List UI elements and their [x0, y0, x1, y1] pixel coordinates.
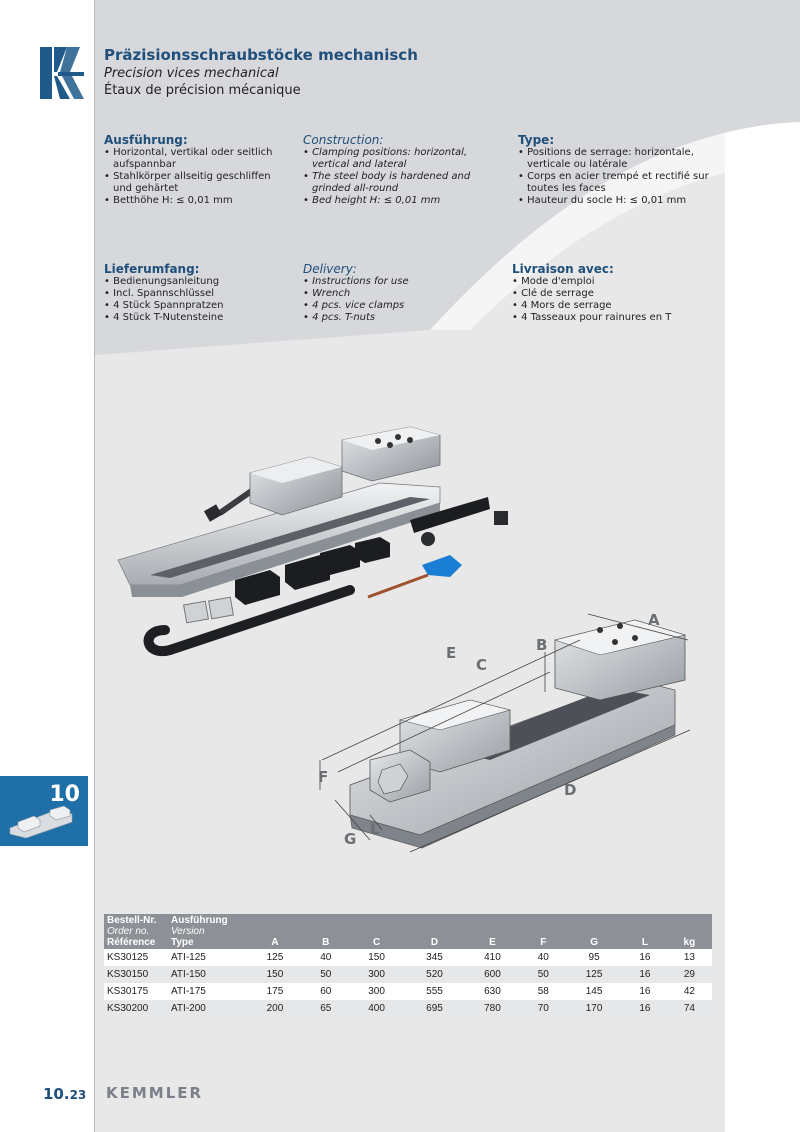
cell-value: 125: [585, 969, 603, 980]
dimension-label-b: B: [536, 636, 548, 654]
header-order-number: [104, 914, 168, 949]
construction-heading-de: Ausführung:: [104, 133, 188, 147]
table-row: [104, 949, 712, 966]
delivery-french: [512, 262, 712, 324]
page-number-sub: 23: [69, 1088, 87, 1102]
header-dim-a: A: [271, 937, 279, 948]
header-dim-c: C: [372, 937, 381, 948]
left-margin-rule: [94, 0, 95, 1132]
dimension-label-g: G: [344, 830, 357, 848]
cell-value: 780: [484, 1003, 501, 1014]
cell-value: 16: [639, 952, 651, 963]
cell-order: KS30125: [107, 952, 149, 963]
list-item: • Incl. Spannschlüssel: [104, 288, 284, 300]
list-item: • Hauteur du socle H: ≤ 0,01 mm: [518, 195, 713, 207]
construction-heading-en: Construction:: [303, 133, 384, 147]
cell-value: 200: [266, 1003, 284, 1014]
cell-value: 74: [683, 1003, 695, 1014]
delivery-heading-en: Delivery:: [303, 262, 357, 276]
cell-value: 695: [426, 1003, 443, 1014]
table-header-row: [104, 914, 712, 949]
cell-type: ATI-200: [171, 1003, 206, 1014]
header-dim-l: L: [641, 937, 648, 948]
dimension-drawing: [300, 600, 700, 860]
cell-type: ATI-175: [171, 986, 206, 997]
list-item: • Corps en acier trempé et rectifié sur toutes les faces: [518, 171, 713, 195]
list-item: • Clamping positions: horizontal, vertical and lateral: [303, 147, 483, 171]
cell-value: 42: [683, 986, 695, 997]
header-dim-f: F: [540, 937, 547, 948]
dimension-label-a: A: [648, 611, 660, 629]
cell-value: 50: [537, 969, 549, 980]
cell-order: KS30175: [107, 986, 149, 997]
cell-value: 520: [426, 969, 443, 980]
dimension-label-l: L: [370, 820, 380, 838]
title-french: Étaux de précision mécanique: [104, 83, 301, 98]
kemmler-k-logo-icon: [40, 47, 84, 99]
header-dim-b: B: [322, 937, 330, 948]
specification-table: [104, 914, 712, 1017]
list-item: • Bed height H: ≤ 0,01 mm: [303, 195, 483, 207]
cell-value: 95: [588, 952, 600, 963]
cell-order: KS30200: [107, 1003, 149, 1014]
list-item: • Horizontal, vertikal oder seitlich aufspannbar: [104, 147, 284, 171]
header-type-fr: Type: [171, 937, 194, 948]
cell-value: 145: [585, 986, 603, 997]
list-item: • The steel body is hardened and grinded all-round: [303, 171, 483, 195]
cell-value: 345: [426, 952, 443, 963]
list-item: • Positions de serrage: horizontale, verticale ou latérale: [518, 147, 713, 171]
header-type-de: Ausführung: [171, 915, 228, 926]
header-weight: kg: [683, 937, 696, 948]
cell-type: ATI-125: [171, 952, 206, 963]
header-order-de: Bestell-Nr.: [107, 915, 157, 926]
cell-value: 555: [426, 986, 443, 997]
chapter-number: 10: [49, 782, 80, 807]
cell-order: KS30150: [107, 969, 149, 980]
table-row: [104, 966, 712, 983]
page-number: [43, 1085, 86, 1103]
dimension-label-e: E: [446, 644, 457, 662]
header-dim-d: D: [430, 937, 439, 948]
cell-value: 58: [537, 986, 549, 997]
page-title: [104, 46, 418, 99]
header-dim-e: E: [489, 937, 496, 948]
title-german: Präzisionsschraubstöcke mechanisch: [104, 46, 418, 64]
construction-french: [518, 133, 713, 207]
cell-value: 60: [320, 986, 332, 997]
cell-value: 40: [537, 952, 549, 963]
cell-value: 300: [368, 969, 385, 980]
page-number-main: 10.: [43, 1085, 70, 1103]
cell-value: 16: [639, 986, 651, 997]
construction-heading-fr: Type:: [518, 133, 555, 147]
cell-value: 410: [484, 952, 501, 963]
delivery-heading-fr: Livraison avec:: [512, 262, 614, 276]
construction-english: [303, 133, 483, 207]
cell-value: 175: [266, 986, 284, 997]
list-item: • Bedienungsanleitung: [104, 276, 284, 288]
header-order-en: Order no.: [107, 926, 150, 937]
list-item: • 4 pcs. T-nuts: [303, 312, 483, 324]
cell-value: 150: [368, 952, 385, 963]
cell-value: 170: [585, 1003, 603, 1014]
list-item: • 4 Tasseaux pour rainures en T: [512, 312, 712, 324]
list-item: • Stahlkörper allseitig geschliffen und gehärtet: [104, 171, 284, 195]
list-item: • 4 pcs. vice clamps: [303, 300, 483, 312]
cell-value: 150: [266, 969, 284, 980]
cell-value: 300: [368, 986, 385, 997]
cell-value: 40: [320, 952, 332, 963]
cell-value: 50: [320, 969, 332, 980]
delivery-heading-de: Lieferumfang:: [104, 262, 200, 276]
dimension-label-f: F: [318, 768, 329, 786]
cell-value: 70: [537, 1003, 549, 1014]
cell-value: 16: [639, 969, 651, 980]
cell-value: 125: [266, 952, 284, 963]
vice-thumbnail-icon: [8, 804, 74, 840]
header-dim-g: G: [590, 937, 598, 948]
delivery-german: [104, 262, 284, 324]
list-item: • Clé de serrage: [512, 288, 712, 300]
cell-value: 630: [484, 986, 501, 997]
cell-value: 400: [368, 1003, 385, 1014]
list-item: • Betthöhe H: ≤ 0,01 mm: [104, 195, 284, 207]
brand-name: KEMMLER: [106, 1084, 204, 1102]
delivery-english: [303, 262, 483, 324]
list-item: • Instructions for use: [303, 276, 483, 288]
table-row: [104, 983, 712, 1000]
table-row: [104, 1000, 712, 1017]
list-item: • Wrench: [303, 288, 483, 300]
cell-type: ATI-150: [171, 969, 206, 980]
title-english: Precision vices mechanical: [104, 66, 279, 81]
cell-value: 29: [683, 969, 695, 980]
list-item: • 4 Stück T-Nutensteine: [104, 312, 284, 324]
chapter-tab: [0, 776, 88, 846]
cell-value: 600: [484, 969, 501, 980]
header-type-en: Version: [171, 926, 205, 937]
cell-value: 65: [320, 1003, 332, 1014]
construction-german: [104, 133, 284, 207]
list-item: • Mode d'emploi: [512, 276, 712, 288]
cell-value: 13: [683, 952, 695, 963]
header-version: [168, 914, 246, 949]
cell-value: 16: [639, 1003, 651, 1014]
header-order-fr: Référence: [107, 937, 156, 948]
list-item: • 4 Mors de serrage: [512, 300, 712, 312]
list-item: • 4 Stück Spannpratzen: [104, 300, 284, 312]
dimension-label-c: C: [476, 656, 488, 674]
dimension-label-d: D: [564, 781, 577, 799]
